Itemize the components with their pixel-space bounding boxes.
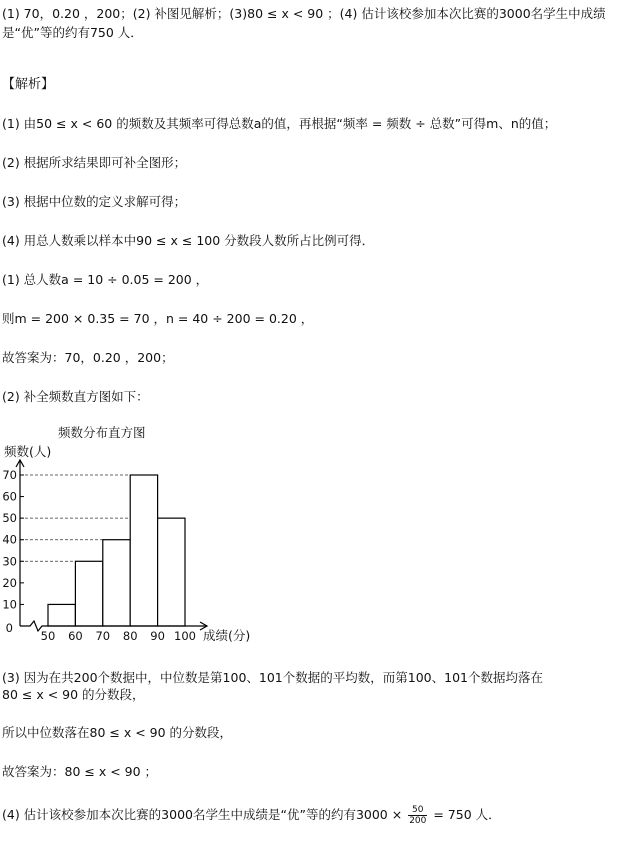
fraction: [408, 805, 427, 826]
estimate-text-before: (4) 估计该校参加本次比赛的3000名学生中成绩是“优”等的约有3000 ×: [2, 807, 403, 822]
histogram-bar: [130, 475, 157, 626]
solution-median-1: (3) 因为在共200个数据中，中位数是第100、101个数据的平均数，而第100、101个数据均落在: [2, 670, 543, 685]
x-tick-label: 80: [122, 629, 138, 643]
solution-answer-1: 故答案为：70，0.20 ，200；: [2, 350, 174, 365]
histogram-bar: [158, 518, 185, 626]
answer-line-2: 是“优”等的约有750 人．: [2, 25, 143, 40]
y-tick-label: 50: [2, 511, 17, 526]
chart-title: 频数分布直方图: [58, 425, 146, 440]
solution-answer-3: 故答案为：80 ≤ x < 90 ；: [2, 764, 158, 779]
analysis-heading: 【解析】: [2, 77, 55, 92]
solution-total: (1) 总人数a = 10 ÷ 0.05 = 200 ，: [2, 272, 209, 287]
solution-histogram-intro: (2) 补全频数直方图如下：: [2, 389, 149, 404]
histogram-bar: [48, 604, 75, 626]
answer-line-1: (1) 70，0.20 ，200；(2) 补图见解析；(3)80 ≤ x < 90 ；(4) 估计该校参加本次比赛的3000名学生中成绩: [2, 6, 606, 21]
solution-m-n: 则m = 200 × 0.35 = 70 ，n = 40 ÷ 200 = 0.20 ，: [2, 311, 314, 326]
y-tick-label: 30: [2, 554, 17, 569]
analysis-step-1: (1) 由50 ≤ x < 60 的频数及其频率可得总数a的值，再根据“频率 = 频数 ÷ 总数”可得m、n的值；: [2, 116, 557, 131]
x-tick-label: 60: [68, 629, 83, 643]
x-tick-label: 100: [174, 629, 196, 643]
estimate-text-after: = 750 人．: [433, 807, 501, 822]
y-tick-label: 10: [2, 597, 17, 612]
y-axis-label: 频数(人): [4, 444, 52, 459]
analysis-step-2: (2) 根据所求结果即可补全图形；: [2, 155, 187, 170]
x-tick-label: 70: [95, 629, 111, 643]
histogram-bar: [75, 561, 102, 626]
fraction-denominator: 200: [409, 816, 427, 826]
solution-estimate: [2, 805, 501, 826]
y-tick-label: 40: [2, 532, 17, 547]
x-axis-label: 成绩(分): [203, 628, 251, 643]
y-tick-label: 0: [5, 621, 13, 635]
analysis-step-4: (4) 用总人数乘以样本中90 ≤ x ≤ 100 分数段人数所占比例可得．: [2, 233, 375, 248]
solution-median-2: 80 ≤ x < 90 的分数段，: [2, 687, 145, 702]
y-tick-label: 20: [2, 575, 17, 590]
y-tick-label: 70: [2, 468, 17, 482]
y-tick-label: 60: [2, 489, 17, 504]
analysis-step-3: (3) 根据中位数的定义求解可得；: [2, 194, 187, 209]
x-tick-label: 50: [40, 629, 56, 643]
histogram-bar: [103, 540, 130, 626]
fraction-numerator: 50: [408, 805, 427, 816]
solution-median-3: 所以中位数落在80 ≤ x < 90 的分数段，: [2, 725, 233, 740]
x-tick-label: 90: [150, 629, 165, 643]
frequency-histogram: [0, 420, 300, 652]
